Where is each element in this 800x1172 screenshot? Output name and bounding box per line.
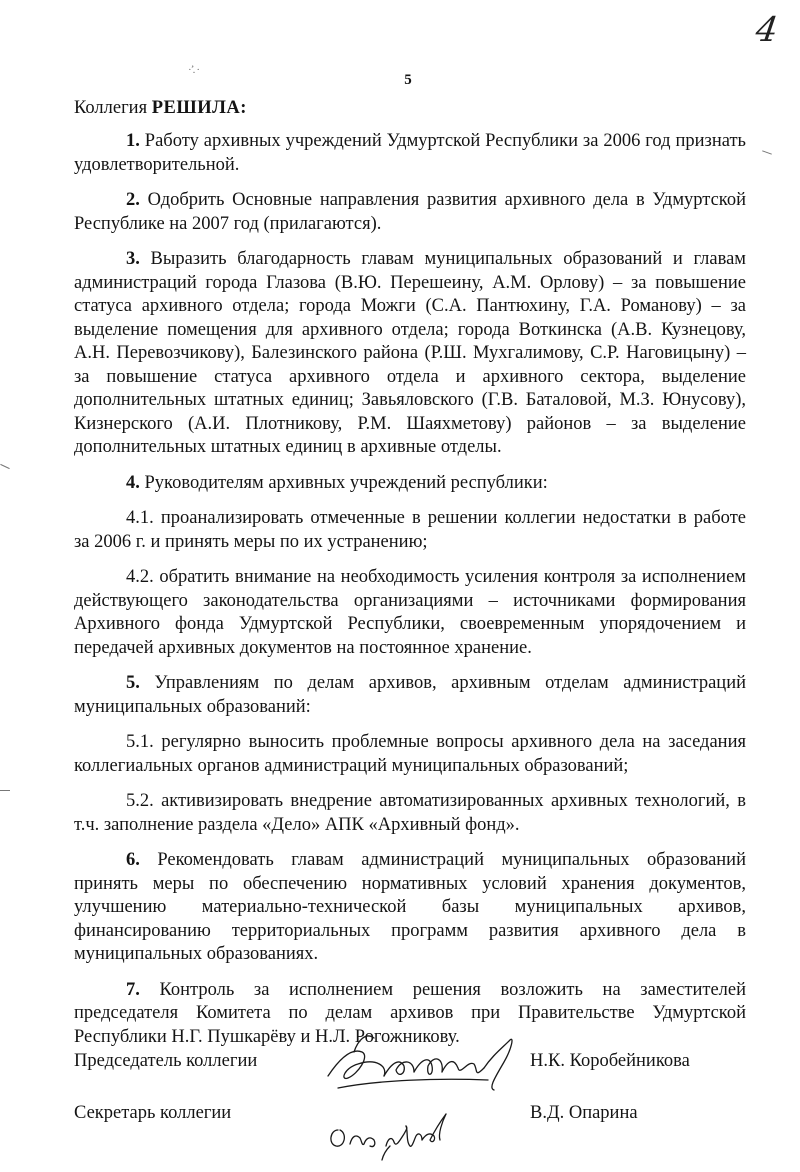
item-number: 5. <box>126 673 140 693</box>
item-number: 7. <box>126 979 140 1000</box>
resolution-subitem-4-2 <box>74 566 746 660</box>
item-text: Контроль за исполнением решения возложить на заместителей председателя Комитета по делам архивов при Правительстве Удмуртской Республики Н.Г. Пушкарёву и Н.Л. Рогожникову. <box>74 979 746 1047</box>
item-text: Работу архивных учреждений Удмуртской Республики за 2006 год признать удовлетворительной. <box>74 131 746 175</box>
item-text: Руководителям архивных учреждений республики: <box>139 472 548 493</box>
heading-bold: РЕШИЛА: <box>151 98 247 118</box>
scan-speck: ·̛.· <box>188 64 202 76</box>
item-number: 6. <box>126 850 140 870</box>
resolution-item-3 <box>74 248 746 460</box>
resolution-item-2 <box>74 189 746 236</box>
resolution-item-4 <box>74 472 746 496</box>
resolution-item-5 <box>74 672 746 719</box>
signer-role: Секретарь коллегии <box>74 1103 232 1123</box>
resolution-body <box>74 130 746 1061</box>
handwritten-page-mark: 4 <box>753 10 781 50</box>
item-text: 5.2. активизировать внедрение автоматизированных архивных технологий, в т.ч. заполнение раздела «Дело» АПК «Архивный фонд». <box>74 791 746 835</box>
handwritten-signature-chair <box>318 1018 528 1098</box>
item-text: Выразить благодарность главам муниципальных образований и главам администраций города Глазова (В.Ю. Перешеину, А.М. Орлову) – за повышение статуса архивного отдела; города Можги (С.А. Пантюхину, Г.А. Романову) – за выделение помещения для архивного отдела; города Воткинска (А.В. Кузнецову, А.Н. Перевозчикову), Балезинского района (Р.Ш. Мухгалимову, С.Р. Наговицыну) – за повышение статуса архивного отдела и архивного сектора, выделение дополнительных штатных единиц; Завьяловского (Г.В. Баталовой, М.З. Юнусову), Кизнерского (А.И. Плотникову, Р.М. Шаяхметову) районов – за выделение дополнительных штатных единиц в архивные отделы. <box>74 249 746 457</box>
scan-edge-mark <box>762 150 772 154</box>
resolution-item-1 <box>74 130 746 177</box>
signer-name: В.Д. Опарина <box>530 1103 638 1123</box>
scan-edge-mark <box>0 464 9 469</box>
page-number: 5 <box>404 72 412 88</box>
item-text: 5.1. регулярно выносить проблемные вопросы архивного дела на заседания коллегиальных органов администраций муниципальных образований; <box>74 732 746 776</box>
item-text: 4.1. проанализировать отмеченные в решении коллегии недостатки в работе за 2006 г. и принять меры по их устранению; <box>74 508 746 552</box>
resolution-item-6 <box>74 849 746 967</box>
resolution-subitem-5-2 <box>74 790 746 837</box>
item-number: 1. <box>126 131 140 151</box>
heading-prefix: Коллегия <box>74 98 152 118</box>
handwritten-signature-secretary <box>322 1100 462 1164</box>
resolution-subitem-4-1 <box>74 507 746 554</box>
scan-edge-mark <box>0 790 10 791</box>
item-text: Одобрить Основные направления развития архивного дела в Удмуртской Республике на 2007 год (прилагаются). <box>74 190 746 234</box>
item-text: Управлениям по делам архивов, архивным отделам администраций муниципальных образований: <box>74 673 746 717</box>
item-text: 4.2. обратить внимание на необходимость усиления контроля за исполнением действующего законодательства организациями – источниками формирования Архивного фонда Удмуртской Республики, своевременным упорядочением и передачей архивных документов на постоянное хранение. <box>74 567 746 658</box>
resolution-heading <box>74 95 247 121</box>
resolution-subitem-5-1 <box>74 731 746 778</box>
item-number: 3. <box>126 249 140 269</box>
item-number: 4. <box>126 472 140 493</box>
item-number: 2. <box>126 190 140 210</box>
signer-role: Председатель коллегии <box>74 1051 258 1071</box>
signer-name: Н.К. Коробейникова <box>530 1051 690 1071</box>
item-text: Рекомендовать главам администраций муниципальных образований принять меры по обеспечению нормативных условий хранения документов, улучшению материально-технической базы муниципальных архивов, финансированию территориальных программ развития архивного дела в муниципальных образованиях. <box>74 850 746 964</box>
